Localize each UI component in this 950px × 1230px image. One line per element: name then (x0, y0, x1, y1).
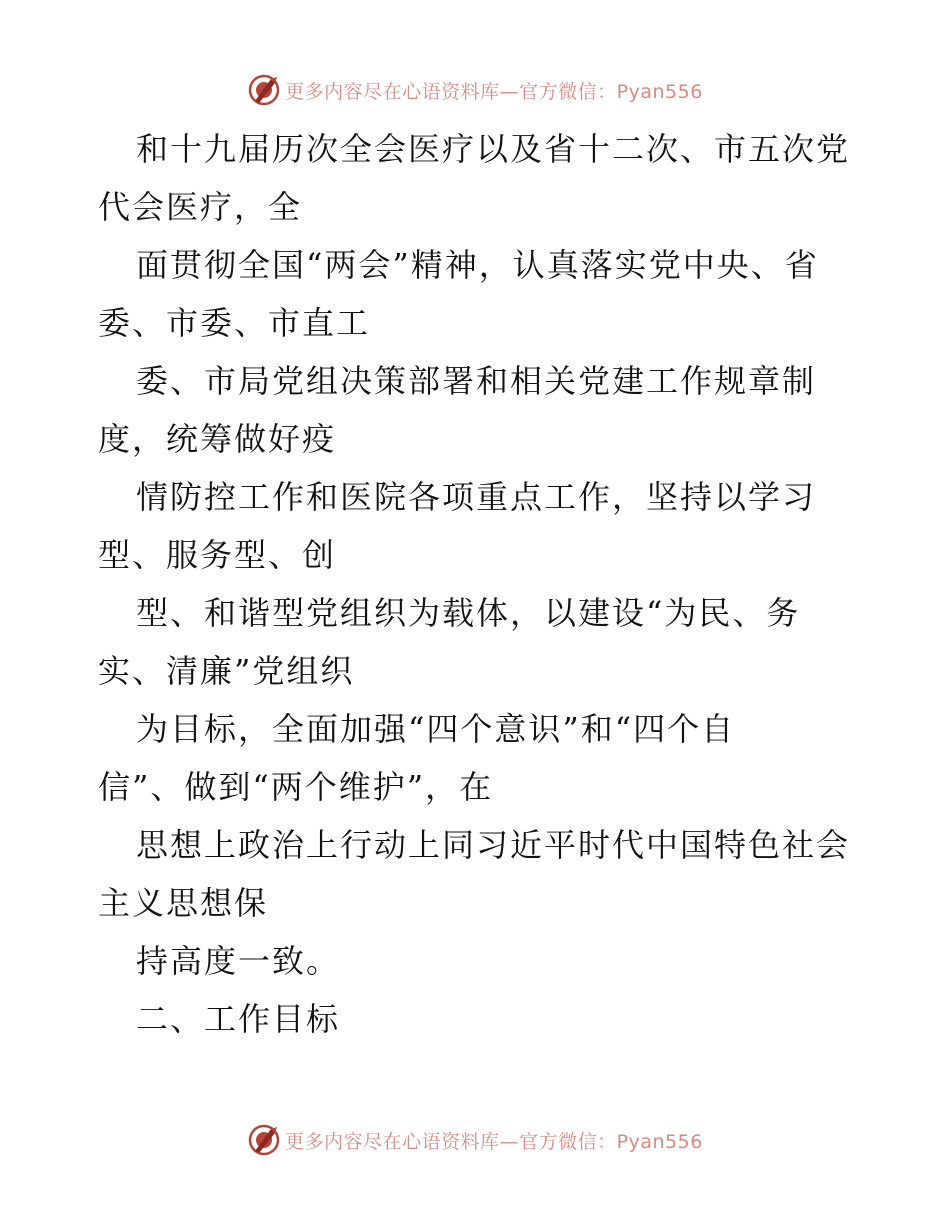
pen-logo-icon (247, 73, 281, 107)
body-line: 型、和谐型党组织为载体，以建设“为民、务 (136, 594, 801, 632)
body-line: 代会医疗，全 (98, 188, 303, 226)
body-line: 和十九届历次全会医疗以及省十二次、市五次党 (136, 130, 851, 168)
body-line: 型、服务型、创 (98, 536, 337, 574)
header-banner (0, 70, 950, 110)
body-line: 信”、做到“两个维护”，在 (98, 768, 494, 806)
body-line: 度，统筹做好疫 (98, 420, 337, 458)
body-line: 情防控工作和医院各项重点工作，坚持以学习 (136, 478, 817, 516)
body-line: 委、市委、市直工 (98, 304, 371, 342)
body-line: 思想上政治上行动上同习近平时代中国特色社会 (136, 826, 851, 864)
footer-banner (0, 1120, 950, 1160)
body-line: 委、市局党组决策部署和相关党建工作规章制 (136, 362, 817, 400)
body-line: 面贯彻全国“两会”精神，认真落实党中央、省 (136, 246, 819, 284)
footer-banner-text: 更多内容尽在心语资料库—官方微信：Pyan556 (285, 1130, 703, 1153)
header-banner-text: 更多内容尽在心语资料库—官方微信：Pyan556 (285, 80, 703, 103)
body-line: 为目标，全面加强“四个意识”和“四个自 (136, 710, 736, 748)
body-line: 实、清廉”党组织 (98, 652, 355, 690)
body-line: 主义思想保 (98, 884, 269, 922)
body-line: 持高度一致。 (136, 942, 341, 980)
pen-logo-icon (247, 1123, 281, 1157)
section-heading: 二、工作目标 (136, 1000, 341, 1038)
